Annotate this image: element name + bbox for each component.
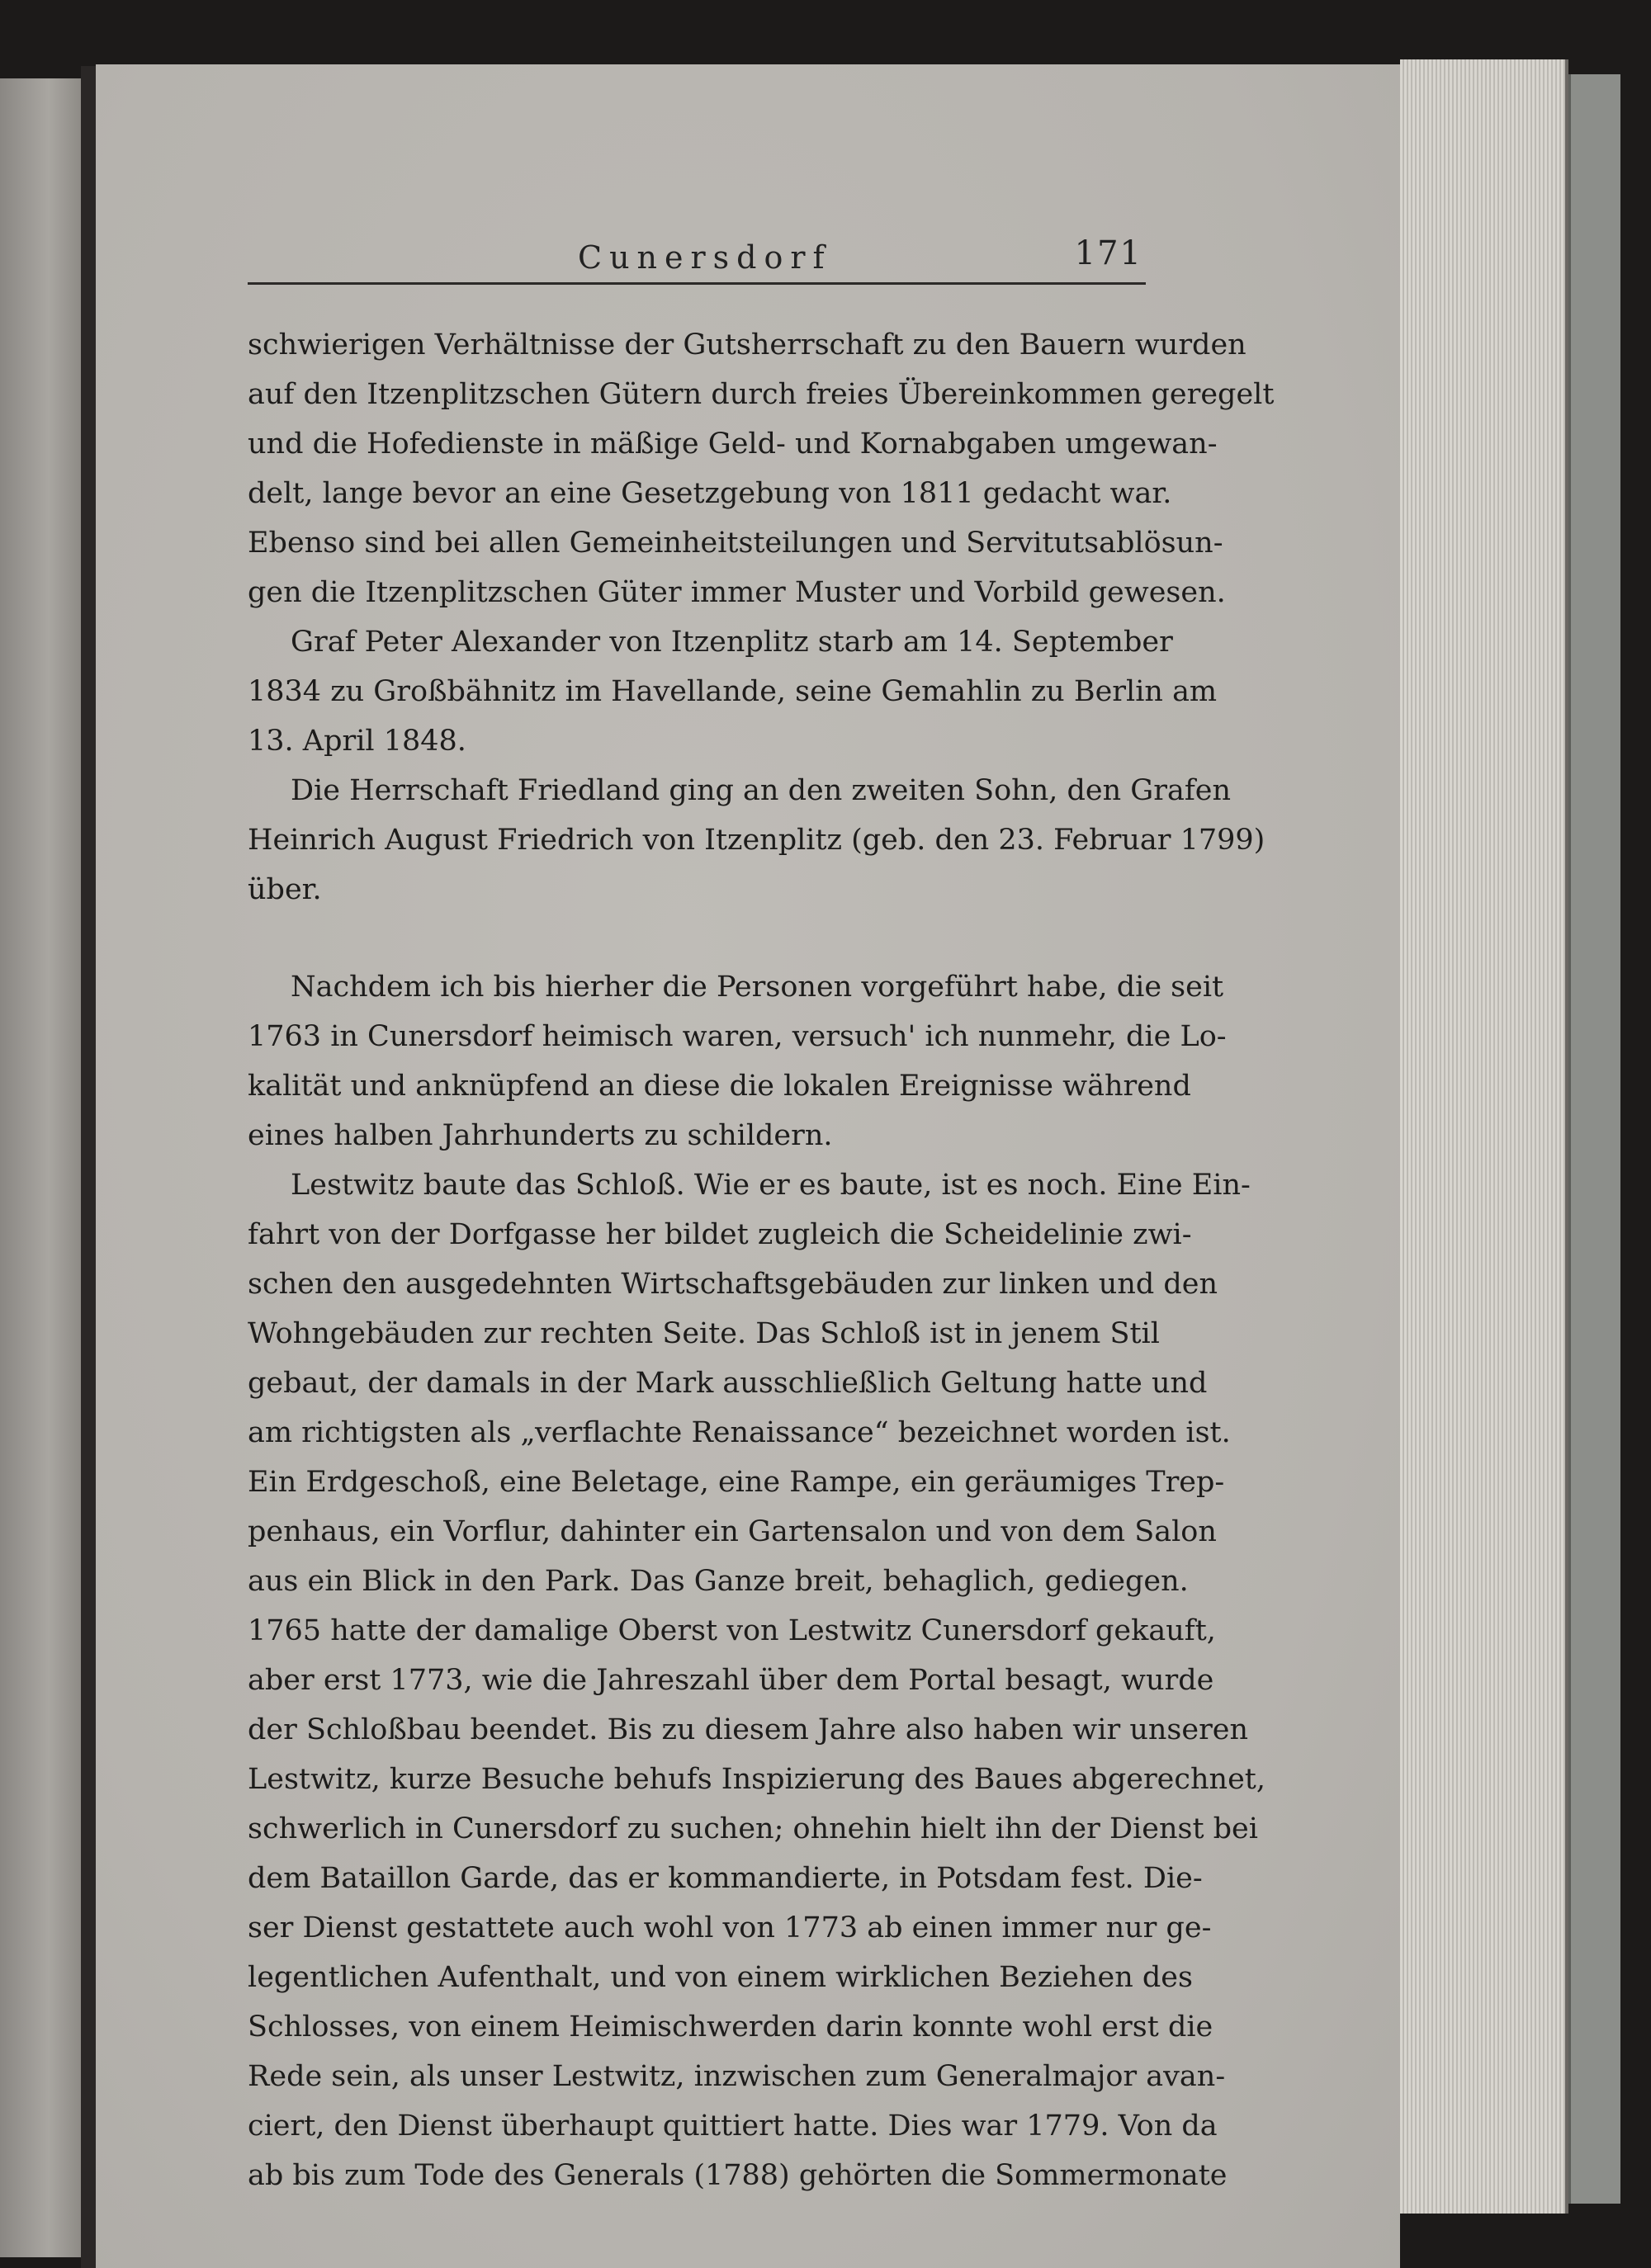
text-line: fahrt von der Dorfgasse her bildet zugleich die Scheidelinie zwi- [248,1218,1192,1251]
text-line: Rede sein, als unser Lestwitz, inzwischen zum Generalmajor avan- [248,2060,1226,2093]
text-line: Nachdem ich bis hierher die Personen vorgeführt habe, die seit [291,971,1224,1004]
text-line: dem Bataillon Garde, das er kommandierte, in Potsdam fest. Die- [248,1862,1203,1895]
text-line: ab bis zum Tode des Generals (1788) gehörten die Sommermonate [248,2159,1228,2192]
page-number: 171 [1074,234,1142,272]
text-line: Ein Erdgeschoß, eine Beletage, eine Rampe, ein geräumiges Trep- [248,1466,1225,1499]
text-line: 13. April 1848. [248,725,466,758]
text-line: Die Herrschaft Friedland ging an den zweiten Sohn, den Grafen [291,774,1232,807]
previous-page-edge [0,78,83,2257]
text-line: schen den ausgedehnten Wirtschaftsgebäuden zur linken und den [248,1268,1218,1301]
text-line: eines halben Jahrhunderts zu schildern. [248,1119,833,1152]
text-line: Schlosses, von einem Heimischwerden darin konnte wohl erst die [248,2010,1213,2044]
text-line: gen die Itzenplitzschen Güter immer Muster und Vorbild gewesen. [248,576,1226,609]
text-line: Heinrich August Friedrich von Itzenplitz (geb. den 23. Februar 1799) [248,824,1265,857]
text-line: der Schloßbau beendet. Bis zu diesem Jahre also haben wir unseren [248,1713,1249,1746]
text-line: Ebenso sind bei allen Gemeinheitsteilungen und Servitutsablösun- [248,527,1223,560]
text-line: 1763 in Cunersdorf heimisch waren, versuch' ich nunmehr, die Lo- [248,1020,1227,1053]
text-line: penhaus, ein Vorflur, dahinter ein Gartensalon und von dem Salon [248,1515,1217,1548]
text-line: Lestwitz, kurze Besuche behufs Inspizierung des Baues abgerechnet, [248,1763,1265,1796]
book-gutter [81,66,97,2268]
text-line: aber erst 1773, wie die Jahreszahl über dem Portal besagt, wurde [248,1664,1214,1697]
text-line: aus ein Blick in den Park. Das Ganze breit, behaglich, gediegen. [248,1565,1189,1598]
text-line: schwerlich in Cunersdorf zu suchen; ohnehin hielt ihn der Dienst bei [248,1812,1258,1845]
text-line: legentlichen Aufenthalt, und von einem wirklichen Beziehen des [248,1961,1193,1994]
text-line: auf den Itzenplitzschen Gütern durch freies Übereinkommen geregelt [248,378,1275,411]
text-line: Lestwitz baute das Schloß. Wie er es baute, ist es noch. Eine Ein- [291,1169,1251,1202]
text-line: Graf Peter Alexander von Itzenplitz starb am 14. September [291,626,1173,659]
text-line: am richtigsten als „verflachte Renaissance“ bezeichnet worden ist. [248,1416,1231,1449]
page-block-edges [1400,59,1568,2214]
running-title: Cunersdorf [578,239,832,276]
text-line: und die Hofedienste in mäßige Geld- und Kornabgaben umgewan- [248,428,1218,461]
section-break [248,914,1156,962]
text-line: schwierigen Verhältnisse der Gutsherrschaft zu den Bauern wurden [248,328,1247,361]
text-line: 1765 hatte der damalige Oberst von Lestwitz Cunersdorf gekauft, [248,1614,1216,1647]
text-line: 1834 zu Großbähnitz im Havellande, seine Gemahlin zu Berlin am [248,675,1218,708]
book-cover-edge [1568,74,1620,2204]
body-text [248,320,1275,2200]
text-line: über. [248,873,322,906]
running-head [248,233,1146,285]
text-line: delt, lange bevor an eine Gesetzgebung von 1811 gedacht war. [248,477,1172,510]
text-line: Wohngebäuden zur rechten Seite. Das Schloß ist in jenem Stil [248,1317,1160,1350]
text-line: kalität und anknüpfend an diese die lokalen Ereignisse während [248,1070,1191,1103]
text-line: ciert, den Dienst überhaupt quittiert hatte. Dies war 1779. Von da [248,2110,1218,2143]
text-line: ser Dienst gestattete auch wohl von 1773 ab einen immer nur ge- [248,1911,1212,1944]
text-line: gebaut, der damals in der Mark ausschließlich Geltung hatte und [248,1367,1208,1400]
